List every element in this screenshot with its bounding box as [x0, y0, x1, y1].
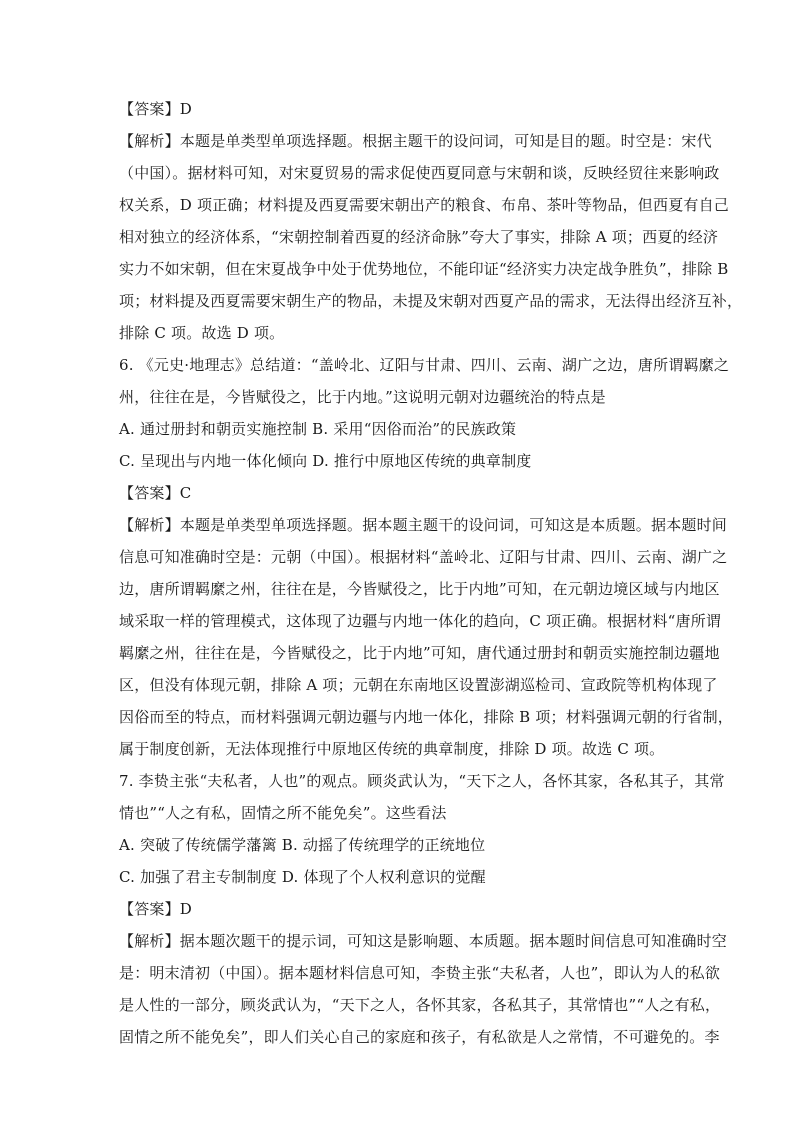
text-line: 实力不如宋朝，但在宋夏战争中处于优势地位，不能印证“经济实力决定战争胜负”，排除 B [119, 260, 729, 278]
analysis-text: 边，唐所谓羁縻之州，往往在是，今皆赋役之，比于内地”可知，在元朝边境区域与内地区 [119, 580, 720, 598]
answer-label: 【答案】D [119, 900, 193, 918]
analysis-text: 是：明末清初（中国）。据本题材料信息可知，李贽主张“夫私者，人也”，即认为人的私欲 [119, 964, 721, 982]
question-6-stem: 州，往往在是，今皆赋役之，比于内地。”这说明元朝对边疆统治的特点是 [119, 388, 606, 406]
analysis-text: 羁縻之州，往往在是，今皆赋役之，比于内地”可知，唐代通过册封和朝贡实施控制边疆地 [119, 644, 720, 662]
analysis-text: 【解析】本题是单类型单项选择题。据本题主题干的设问词，可知这是本质题。据本题时间 [119, 516, 728, 534]
analysis-text: 信息可知准确时空是：元朝（中国）。根据材料“盖岭北、辽阳与甘肃、四川、云南、湖广之 [119, 548, 728, 566]
analysis-text: 固情之所不能免矣”，即人们关心自己的家庭和孩子，有私欲是人之常情，不可避免的。李 [119, 1028, 720, 1046]
question-7-stem: 7. 李贽主张“夫私者，人也”的观点。顾炎武认为，“天下之人，各怀其家，各私其子，其常 [119, 772, 725, 790]
question-6-stem: 6. 《元史·地理志》总结道：“盖岭北、辽阳与甘肃、四川、云南、湖广之边，唐所谓羁縻之 [119, 356, 730, 374]
analysis-text: 属于制度创新，无法体现推行中原地区传统的典章制度，排除 D 项。故选 C 项。 [119, 740, 665, 758]
question-7-stem: 情也”“人之有私，固情之所不能免矣”。这些看法 [119, 804, 447, 822]
analysis-text: 域采取一样的管理模式，这体现了边疆与内地一体化的趋向，C 项正确。根据材料“唐所谓 [119, 612, 722, 630]
question-7-options: A. 突破了传统儒学藩篱 B. 动摇了传统理学的正统地位 [119, 836, 486, 854]
text-line: 项；材料提及西夏需要宋朝生产的物品，未提及宋朝对西夏产品的需求，无法得出经济互补， [119, 292, 743, 310]
question-6-options: C. 呈现出与内地一体化倾向 D. 推行中原地区传统的典章制度 [119, 452, 532, 470]
text-line: 排除 C 项。故选 D 项。 [119, 324, 285, 342]
text-line: 相对独立的经济体系，“宋朝控制着西夏的经济命脉”夸大了事实，排除 A 项；西夏的经济 [119, 228, 719, 246]
answer-label: 【答案】C [119, 484, 192, 502]
analysis-text: 区，但没有体现元朝，排除 A 项；元朝在东南地区设置澎湖巡检司、宣政院等机构体现了 [119, 676, 718, 694]
text-line: 权关系，D 项正确；材料提及西夏需要宋朝出产的粮食、布帛、茶叶等物品，但西夏有自己 [119, 196, 729, 214]
analysis-text: 【解析】据本题次题干的提示词，可知这是影响题、本质题。据本题时间信息可知准确时空 [119, 932, 728, 950]
text-line: 【答案】D [119, 100, 193, 118]
question-6-options: A. 通过册封和朝贡实施控制 B. 采用“因俗而治”的民族政策 [119, 420, 517, 438]
text-line: 【解析】本题是单类型单项选择题。根据主题干的设问词，可知是目的题。时空是：宋代 [119, 132, 712, 150]
analysis-text: 因俗而至的特点，而材料强调元朝边疆与内地一体化，排除 B 项；材料强调元朝的行省制， [119, 708, 733, 726]
text-line: （中国）。据材料可知，对宋夏贸易的需求促使西夏同意与宋朝和谈，反映经贸往来影响政 [119, 164, 720, 182]
analysis-text: 是人性的一部分，顾炎武认为，“天下之人，各怀其家，各私其子，其常情也”“人之有私， [119, 996, 721, 1014]
question-7-options: C. 加强了君主专制制度 D. 体现了个人权利意识的觉醒 [119, 868, 486, 886]
